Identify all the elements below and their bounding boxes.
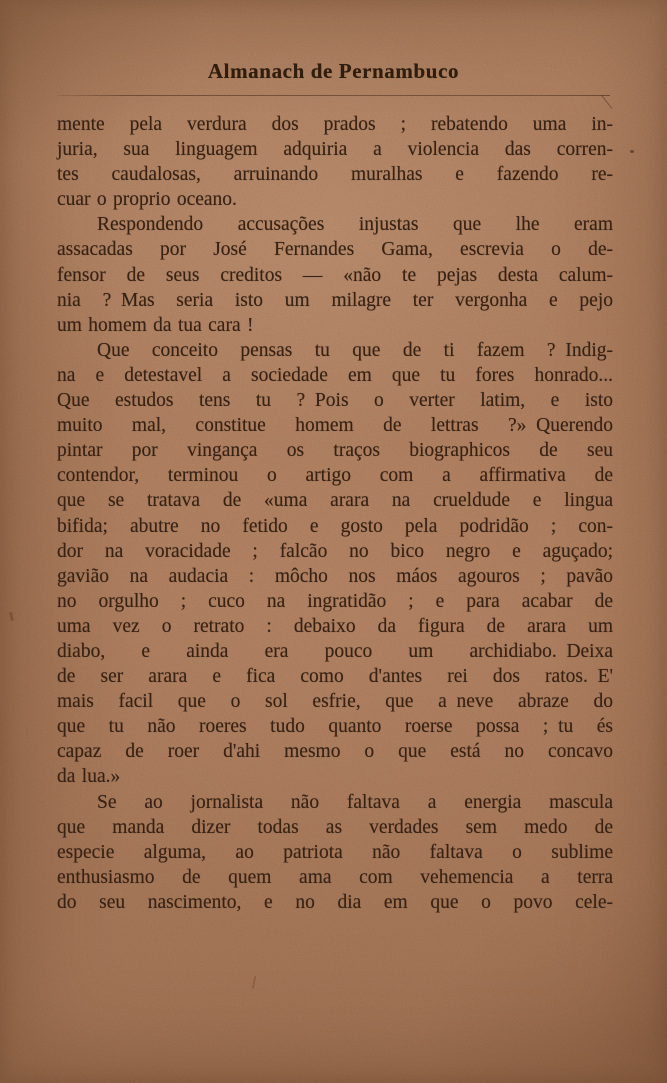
text-line: no orgulho ; cuco na ingratidão ; e para acabar de xyxy=(57,590,613,612)
text-line: assacadas por José Fernandes Gama, escrevia o de- xyxy=(57,239,613,261)
ink-speck xyxy=(630,150,634,153)
text-line: que tu não roeres tudo quanto roerse possa ; tu és xyxy=(57,716,613,738)
header-rule xyxy=(58,95,610,96)
text-line: Que conceito pensas tu que de ti fazem ? Indig- xyxy=(97,339,613,361)
text-line: um homem da tua cara ! xyxy=(57,314,254,336)
text-line: capaz de roer d'ahi mesmo o que está no concavo xyxy=(57,741,613,763)
paper-scratch xyxy=(252,976,257,989)
text-line: do seu nascimento, e no dia em que o povo cele- xyxy=(57,891,613,913)
text-line: tes caudalosas, arruinando muralhas e fazendo re- xyxy=(57,164,613,186)
text-line: que manda dizer todas as verdades sem medo de xyxy=(57,816,613,838)
text-line: Que estudos tens tu ? Pois o verter latim, e isto xyxy=(57,390,613,412)
text-line: diabo, e ainda era pouco um archidiabo. Deixa xyxy=(57,640,613,662)
text-line: na e detestavel a sociedade em que tu fores honrado... xyxy=(57,364,613,386)
text-line: fensor de seus creditos — «não te pejas desta calum- xyxy=(57,264,613,286)
text-line: enthusiasmo de quem ama com vehemencia a terra xyxy=(57,866,613,888)
margin-mark xyxy=(9,612,14,621)
text-line: mais facil que o sol esfrie, que a neve abraze do xyxy=(57,691,613,713)
text-line: nia ? Mas seria isto um milagre ter vergonha e pejo xyxy=(57,289,613,311)
text-line: mente pela verdura dos prados ; rebatendo uma in- xyxy=(57,114,613,135)
text-line: Se ao jornalista não faltava a energia mascula xyxy=(97,791,613,813)
text-line: uma vez o retrato : debaixo da figura de arara um xyxy=(57,615,613,637)
page-body xyxy=(57,112,613,915)
text-line: dor na voracidade ; falcão no bico negro e aguçado; xyxy=(57,540,613,562)
text-line: Respondendo accusações injustas que lhe eram xyxy=(97,214,613,236)
text-line: pintar por vingança os traços biographicos de seu xyxy=(57,440,613,462)
text-line: juria, sua linguagem adquiria a violencia das corren- xyxy=(57,139,613,161)
text-line: contendor, terminou o artigo com a affirmativa de xyxy=(57,465,613,487)
text-line: gavião na audacia : môcho nos máos agouros ; pavão xyxy=(57,565,613,587)
text-line: da lua.» xyxy=(57,766,121,788)
text-line: muito mal, constitue homem de lettras ?» Querendo xyxy=(57,415,613,437)
header-rule-tick xyxy=(601,95,612,109)
text-line: de ser arara e fica como d'antes rei dos ratos. E' xyxy=(57,666,613,688)
page-header-title: Almanach de Pernambuco xyxy=(207,59,460,83)
text-line: especie alguma, ao patriota não faltava o sublime xyxy=(57,841,613,863)
text-line: cuar o proprio oceano. xyxy=(57,189,237,211)
text-line: bifida; abutre no fetido e gosto pela podridão ; con- xyxy=(57,515,613,537)
text-line: que se tratava de «uma arara na crueldude e lingua xyxy=(57,490,613,512)
